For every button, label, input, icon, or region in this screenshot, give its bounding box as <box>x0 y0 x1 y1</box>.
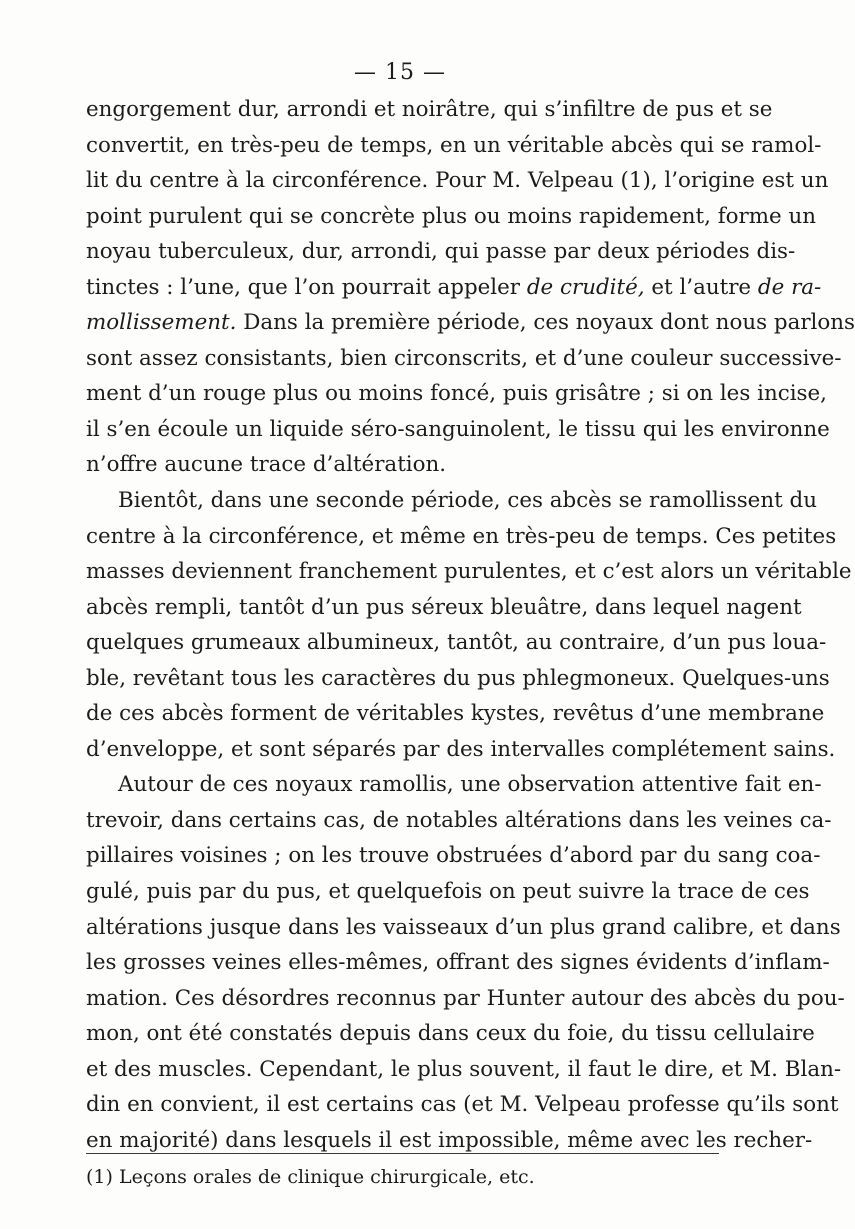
body-text <box>86 92 855 1158</box>
text-line: gulé, puis par du pus, et quelquefois on peut suivre la trace de ces <box>86 879 810 905</box>
text-line-mixed <box>86 305 855 341</box>
text-line: lit du centre à la circonférence. Pour M. Velpeau (1), l’origine est un <box>86 168 829 194</box>
text-line: les grosses veines elles-mêmes, offrant des signes évidents d’inflam- <box>86 950 830 976</box>
text-line: quelques grumeaux albumineux, tantôt, au contraire, d’un pus loua- <box>86 630 827 656</box>
text-line: il s’en écoule un liquide séro-sanguinolent, le tissu qui les environne <box>86 416 830 442</box>
text-segment: Dans la première période, ces noyaux dont nous parlons <box>243 310 855 336</box>
text-line: ment d’un rouge plus ou moins foncé, puis grisâtre ; si on les incise, <box>86 381 827 407</box>
text-line: en majorité) dans lesquels il est impossible, même avec les recher- <box>86 1127 813 1153</box>
footnote: (1) Leçons orales de clinique chirurgicale, etc. <box>86 1166 535 1188</box>
text-line: convertit, en très-peu de temps, en un véritable abcès qui se ramol- <box>86 132 822 158</box>
page-number: — 15 — <box>354 60 446 85</box>
text-line: d’enveloppe, et sont séparés par des intervalles complétement sains. <box>86 736 836 762</box>
text-line: engorgement dur, arrondi et noirâtre, qui s’infiltre de pus et se <box>86 97 773 122</box>
text-line: abcès rempli, tantôt d’un pus séreux bleuâtre, dans lequel nagent <box>86 594 802 620</box>
italic-term: de crudité, <box>526 274 645 300</box>
text-line: pillaires voisines ; on les trouve obstruées d’abord par du sang coa- <box>86 843 821 869</box>
text-line: centre à la circonférence, et même en très-peu de temps. Ces petites <box>86 523 837 549</box>
text-line: altérations jusque dans les vaisseaux d’un plus grand calibre, et dans <box>86 914 841 940</box>
text-line: mon, ont été constatés depuis dans ceux du foie, du tissu cellulaire <box>86 1021 815 1047</box>
text-line: ble, revêtant tous les caractères du pus phlegmoneux. Quelques-uns <box>86 665 830 691</box>
text-line: Bientôt, dans une seconde période, ces abcès se ramollissent du <box>118 488 817 514</box>
italic-term: de ra- <box>757 274 822 300</box>
text-line: trevoir, dans certains cas, de notables altérations dans les veines ca- <box>86 807 832 833</box>
text-line: et des muscles. Cependant, le plus souvent, il faut le dire, et M. Blan- <box>86 1056 842 1082</box>
footnote-divider <box>86 1153 719 1154</box>
text-line: point purulent qui se concrète plus ou moins rapidement, forme un <box>86 203 817 229</box>
text-line: masses deviennent franchement purulentes, et c’est alors un véritable <box>86 559 852 585</box>
text-segment: tinctes : l’une, que l’on pourrait appeler <box>86 274 521 300</box>
italic-term: mollissement. <box>86 310 237 336</box>
text-segment: et l’autre <box>651 274 752 300</box>
text-line: mation. Ces désordres reconnus par Hunter autour des abcès du pou- <box>86 985 845 1011</box>
text-line: Autour de ces noyaux ramollis, une observation attentive fait en- <box>118 772 822 798</box>
text-line: de ces abcès forment de véritables kystes, revêtus d’une membrane <box>86 701 825 727</box>
text-line: noyau tuberculeux, dur, arrondi, qui passe par deux périodes dis- <box>86 239 796 265</box>
text-line: sont assez consistants, bien circonscrits, et d’une couleur successive- <box>86 345 842 371</box>
text-line-mixed <box>86 270 822 306</box>
text-line: din en convient, il est certains cas (et M. Velpeau professe qu’ils sont <box>86 1092 839 1118</box>
text-line: n’offre aucune trace d’altération. <box>86 452 447 478</box>
